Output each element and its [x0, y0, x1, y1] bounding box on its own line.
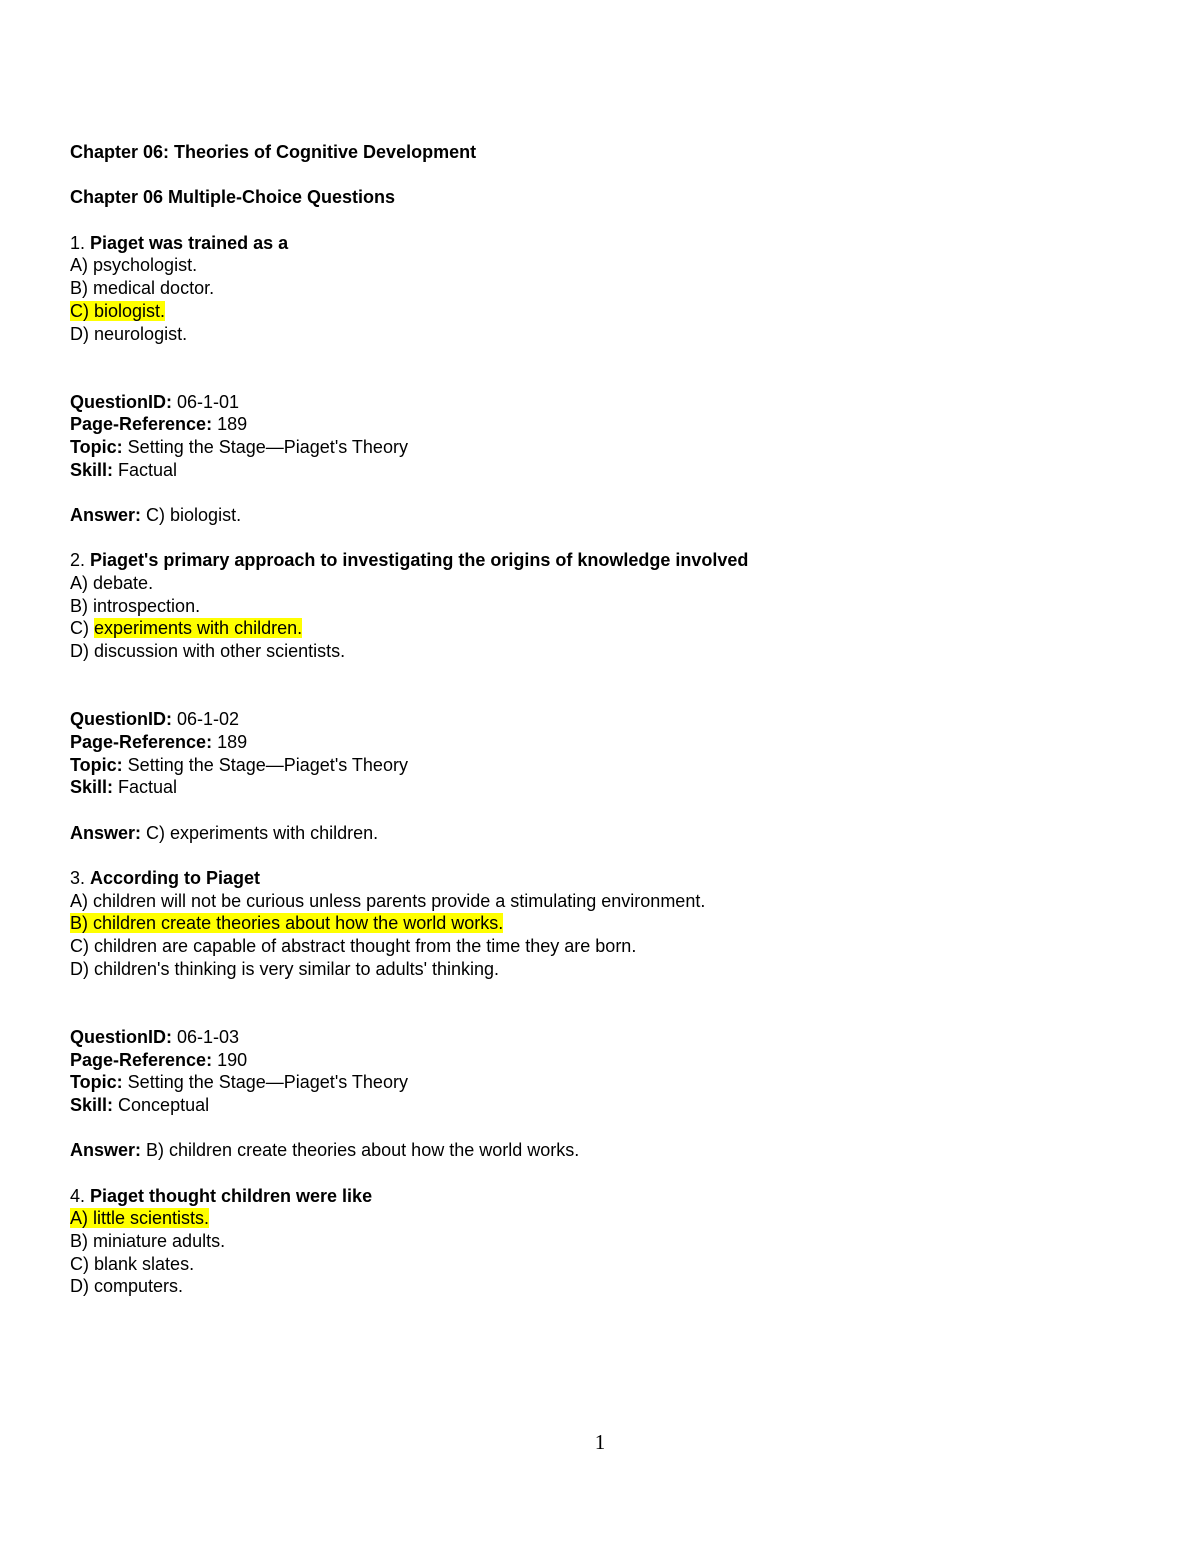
question-id-line: QuestionID: 06-1-03: [70, 1026, 240, 1047]
question-id-line: QuestionID: 06-1-01: [70, 391, 240, 412]
answer-line: Answer: B) children create theories about how the world works.: [70, 1140, 580, 1161]
answer-option: C) blank slates.: [70, 1253, 195, 1274]
answer-option: D) discussion with other scientists.: [70, 641, 346, 662]
question-metadata: [70, 391, 1150, 527]
question-stem: [70, 549, 1150, 572]
page-reference-line: Page-Reference: 189: [70, 731, 248, 752]
topic-line: Topic: Setting the Stage—Piaget's Theory: [70, 1072, 408, 1093]
answer-option: B) miniature adults.: [70, 1231, 226, 1252]
answer-option: B) introspection.: [70, 595, 201, 616]
answer-option: A) children will not be curious unless parents provide a stimulating environment.: [70, 890, 706, 911]
question-number: 2.: [70, 550, 86, 571]
question-stem: [70, 867, 1150, 890]
page-reference-line: Page-Reference: 189: [70, 414, 248, 435]
topic-line: Topic: Setting the Stage—Piaget's Theory: [70, 754, 408, 775]
question-block: [70, 867, 1150, 980]
question-text: Piaget's primary approach to investigating the origins of knowledge involved: [90, 550, 749, 571]
question-block: [70, 549, 1150, 662]
skill-line: Skill: Factual: [70, 459, 178, 480]
page-number: 1: [594, 1430, 606, 1454]
question-block: [70, 1185, 1150, 1298]
correct-answer-option: [70, 300, 1150, 323]
correct-answer-option: [70, 912, 1150, 935]
topic-line: Topic: Setting the Stage—Piaget's Theory: [70, 436, 408, 457]
answer-option: B) medical doctor.: [70, 278, 215, 299]
question-number: 4.: [70, 1185, 86, 1206]
answer-option: A) debate.: [70, 573, 154, 594]
highlighted-answer: B) children create theories about how the world works.: [70, 913, 504, 934]
question-metadata: [70, 1026, 1150, 1162]
question-metadata: [70, 708, 1150, 844]
highlighted-answer: C) biologist.: [70, 300, 166, 321]
question-stem: [70, 1185, 1150, 1208]
highlighted-answer: experiments with children.: [94, 618, 303, 639]
answer-option: D) computers.: [70, 1276, 184, 1297]
section-title: Chapter 06 Multiple-Choice Questions: [70, 187, 396, 208]
document-body: [70, 141, 1150, 1298]
answer-line: Answer: C) experiments with children.: [70, 822, 379, 843]
question-id-line: QuestionID: 06-1-02: [70, 709, 240, 730]
correct-answer-option: C) experiments with children.: [70, 618, 303, 639]
highlighted-answer: A) little scientists.: [70, 1208, 210, 1229]
correct-answer-option: [70, 1207, 1150, 1230]
chapter-title: Chapter 06: Theories of Cognitive Development: [70, 142, 477, 162]
question-text: According to Piaget: [90, 868, 261, 889]
question-block: [70, 232, 1150, 345]
answer-line: Answer: C) biologist.: [70, 505, 242, 526]
question-number: 3.: [70, 868, 86, 889]
question-text: Piaget thought children were like: [90, 1185, 373, 1206]
answer-option: C) children are capable of abstract thought from the time they are born.: [70, 936, 637, 957]
answer-option: A) psychologist.: [70, 255, 198, 276]
page-reference-line: Page-Reference: 190: [70, 1049, 248, 1070]
answer-option: D) children's thinking is very similar to adults' thinking.: [70, 958, 500, 979]
question-stem: [70, 232, 1150, 255]
skill-line: Skill: Conceptual: [70, 1094, 210, 1115]
answer-option: D) neurologist.: [70, 323, 188, 344]
skill-line: Skill: Factual: [70, 777, 178, 798]
question-number: 1.: [70, 232, 86, 253]
question-text: Piaget was trained as a: [90, 232, 289, 253]
